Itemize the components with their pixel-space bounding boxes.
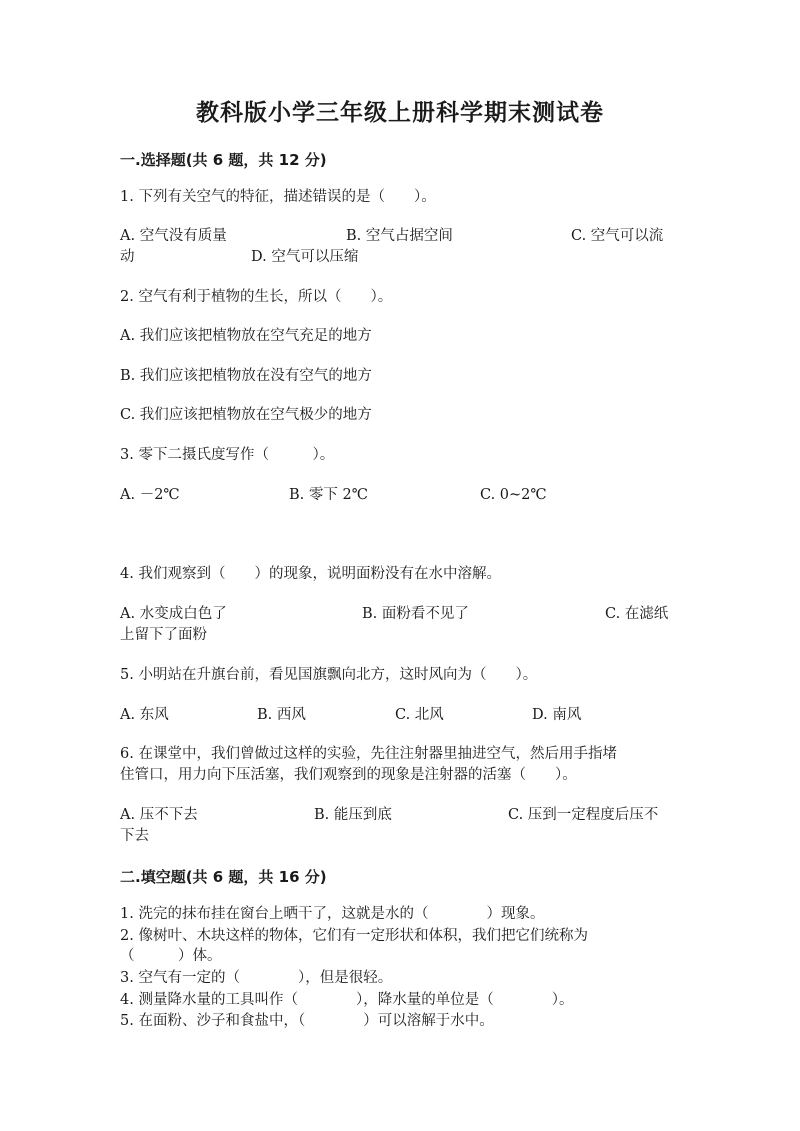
question-3-option-c: C. 0~2℃ (480, 487, 547, 503)
question-2-stem: 2. 空气有利于植物的生长，所以（ ）。 (120, 289, 393, 305)
question-5-option-b: B. 西风 (257, 707, 306, 723)
question-3-option-b: B. 零下 2℃ (289, 487, 368, 503)
question-3-option-a: A. －2℃ (120, 487, 180, 503)
page-title: 教科版小学三年级上册科学期末测试卷 (196, 100, 604, 126)
fill-question-2-line-1: 2. 像树叶、木块这样的物体，它们有一定形状和体积，我们把它们统称为 (120, 928, 588, 944)
question-4-stem: 4. 我们观察到（ ）的现象，说明面粉没有在水中溶解。 (120, 566, 501, 582)
question-1-option-a: A. 空气没有质量 (120, 228, 227, 244)
fill-question-4: 4. 测量降水量的工具叫作（ ），降水量的单位是（ ）。 (120, 992, 574, 1008)
question-4-option-c-continued: 上留下了面粉 (120, 627, 207, 643)
question-4-option-a: A. 水变成白色了 (120, 606, 227, 622)
question-1-stem: 1. 下列有关空气的特征，描述错误的是（ ）。 (120, 189, 436, 205)
question-5-option-a: A. 东风 (120, 707, 169, 723)
question-3-stem: 3. 零下二摄氏度写作（ ）。 (120, 447, 335, 463)
question-1-option-b: B. 空气占据空间 (346, 228, 453, 244)
question-1-option-c-continued: 动 (120, 249, 135, 265)
section-heading-fill-in-blank: 二.填空题(共 6 题，共 16 分) (120, 868, 327, 886)
question-4-option-b: B. 面粉看不见了 (362, 606, 469, 622)
fill-question-3: 3. 空气有一定的（ ），但是很轻。 (120, 970, 393, 986)
section-heading-multiple-choice: 一.选择题(共 6 题，共 12 分) (120, 151, 327, 169)
fill-question-1: 1. 洗完的抹布挂在窗台上晒干了，这就是水的（ ）现象。 (120, 906, 545, 922)
question-1-option-c: C. 空气可以流 (571, 228, 664, 244)
question-5-option-d: D. 南风 (532, 707, 582, 723)
question-1-option-d: D. 空气可以压缩 (251, 249, 359, 265)
question-6-option-a: A. 压不下去 (120, 807, 198, 823)
fill-question-5: 5. 在面粉、沙子和食盐中，（ ）可以溶解于水中。 (120, 1013, 494, 1029)
question-6-option-c-continued: 下去 (120, 828, 149, 844)
question-6-option-b: B. 能压到底 (314, 807, 392, 823)
question-2-option-a: A. 我们应该把植物放在空气充足的地方 (120, 328, 372, 344)
question-5-stem: 5. 小明站在升旗台前，看见国旗飘向北方，这时风向为（ ）。 (120, 667, 538, 683)
question-5-option-c: C. 北风 (395, 707, 444, 723)
question-6-option-c: C. 压到一定程度后压不 (508, 807, 659, 823)
fill-question-2-line-2: （ ）体。 (120, 948, 222, 964)
question-6-stem-line-1: 6. 在课堂中，我们曾做过这样的实验，先往注射器里抽进空气，然后用手指堵 (120, 746, 617, 762)
question-2-option-c: C. 我们应该把植物放在空气极少的地方 (120, 407, 372, 423)
question-4-option-c: C. 在滤纸 (605, 606, 669, 622)
question-6-stem-line-2: 住管口，用力向下压活塞，我们观察到的现象是注射器的活塞（ ）。 (120, 767, 577, 783)
question-2-option-b: B. 我们应该把植物放在没有空气的地方 (120, 368, 372, 384)
